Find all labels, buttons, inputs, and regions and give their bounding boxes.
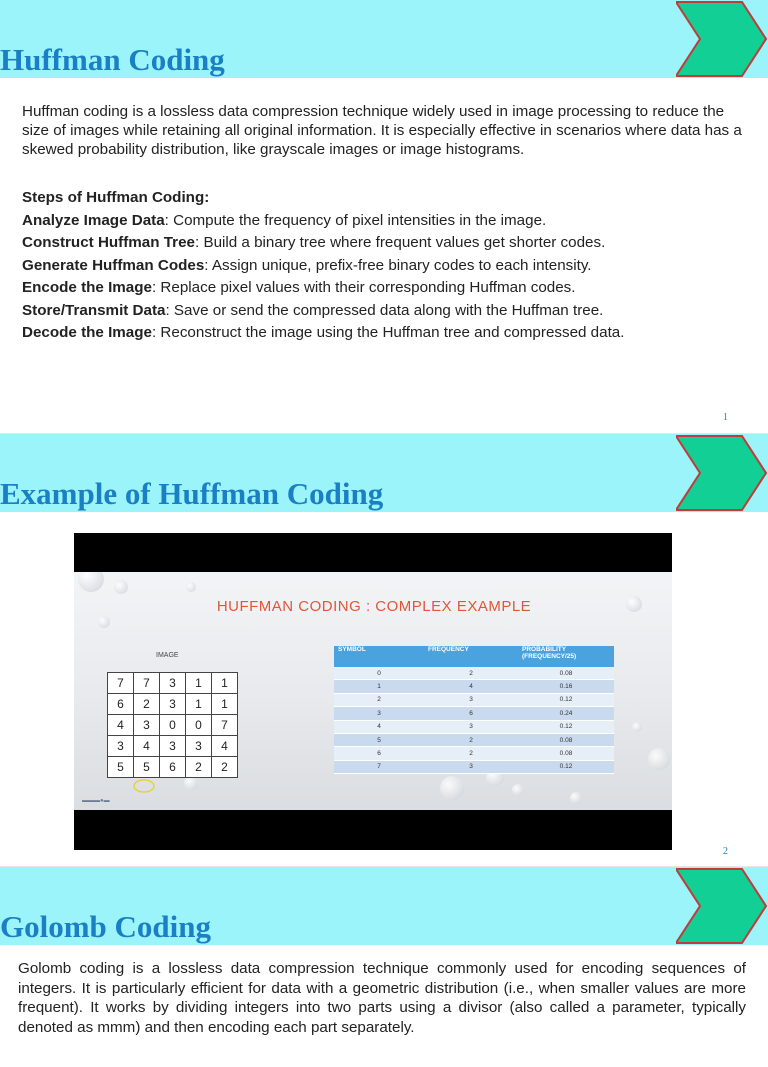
table-row: 3 6 0.24 [334,707,614,720]
next-arrow-icon [676,0,768,78]
page-number: 1 [723,412,728,423]
step-item: Analyze Image Data: Compute the frequency of pixel intensities in the image. [22,211,547,229]
steps-list [22,187,752,345]
table-row: 0 2 0.08 [334,667,614,680]
page-number: 2 [723,846,728,857]
example-slide-image [74,572,672,810]
step-item: Store/Transmit Data: Save or send the compressed data along with the Huffman tree. [22,301,604,319]
table-row: 7 3 0.12 [334,760,614,773]
step-item: Construct Huffman Tree: Build a binary tree where frequent values get shorter codes. [22,234,606,251]
slide-title: Example of Huffman Coding [0,476,384,511]
table-header: SYMBOL [334,646,424,667]
table-row: 2 3 0.12 [334,693,614,706]
table-row: 4 3 0.12 [334,720,614,733]
table-row: 1 4 0.16 [334,680,614,693]
frequency-table [334,646,614,774]
steps-heading: Steps of Huffman Coding: [22,189,210,206]
table-row: 5 2 0.08 [334,733,614,746]
intro-paragraph: Golomb coding is a lossless data compression technique commonly used for encoding sequences of integers. It is particularly efficient for data with a geometric distribution (i.e., when smaller values are more frequent). It works by dividing integers into two parts using a divisor (also called a parameter, typically denoted as mmm) and then encoding each part separately. [18,960,746,1036]
highlight-circle-icon [132,778,156,794]
example-video-frame[interactable] [74,533,672,850]
slide-huffman-coding [0,0,768,432]
slide-title: Huffman Coding [0,42,225,77]
slide-title: Golomb Coding [0,909,212,944]
pixel-grid: 7 7 3 1 1 6 2 3 1 1 4 3 0 0 7 3 4 3 3 4 5 5 6 2 2 [107,672,238,778]
next-arrow-icon [676,434,768,512]
slide-huffman-example [0,433,768,866]
table-header: FREQUENCY [424,646,518,667]
next-arrow-icon [676,867,768,945]
example-heading: HUFFMAN CODING : COMPLEX EXAMPLE [216,598,532,615]
step-item: Decode the Image: Reconstruct the image using the Huffman tree and compressed data. [22,324,625,341]
logo-icon: ▬▬▬●▬ [82,798,110,804]
slide-golomb-coding [0,866,768,1067]
step-item: Generate Huffman Codes: Assign unique, prefix-free binary codes to each intensity. [22,256,592,274]
image-label: IMAGE [156,652,179,659]
table-header: PROBABILITY (FREQUENCY/25) [518,646,614,667]
intro-paragraph: Huffman coding is a lossless data compression technique widely used in image processing to reduce the size of images while retaining all original information. It is especially effective in scenarios where data has a skewed probability distribution, like grayscale images or image histograms. [22,103,742,158]
table-row: 6 2 0.08 [334,747,614,760]
step-item: Encode the Image: Replace pixel values with their corresponding Huffman codes. [22,279,576,296]
